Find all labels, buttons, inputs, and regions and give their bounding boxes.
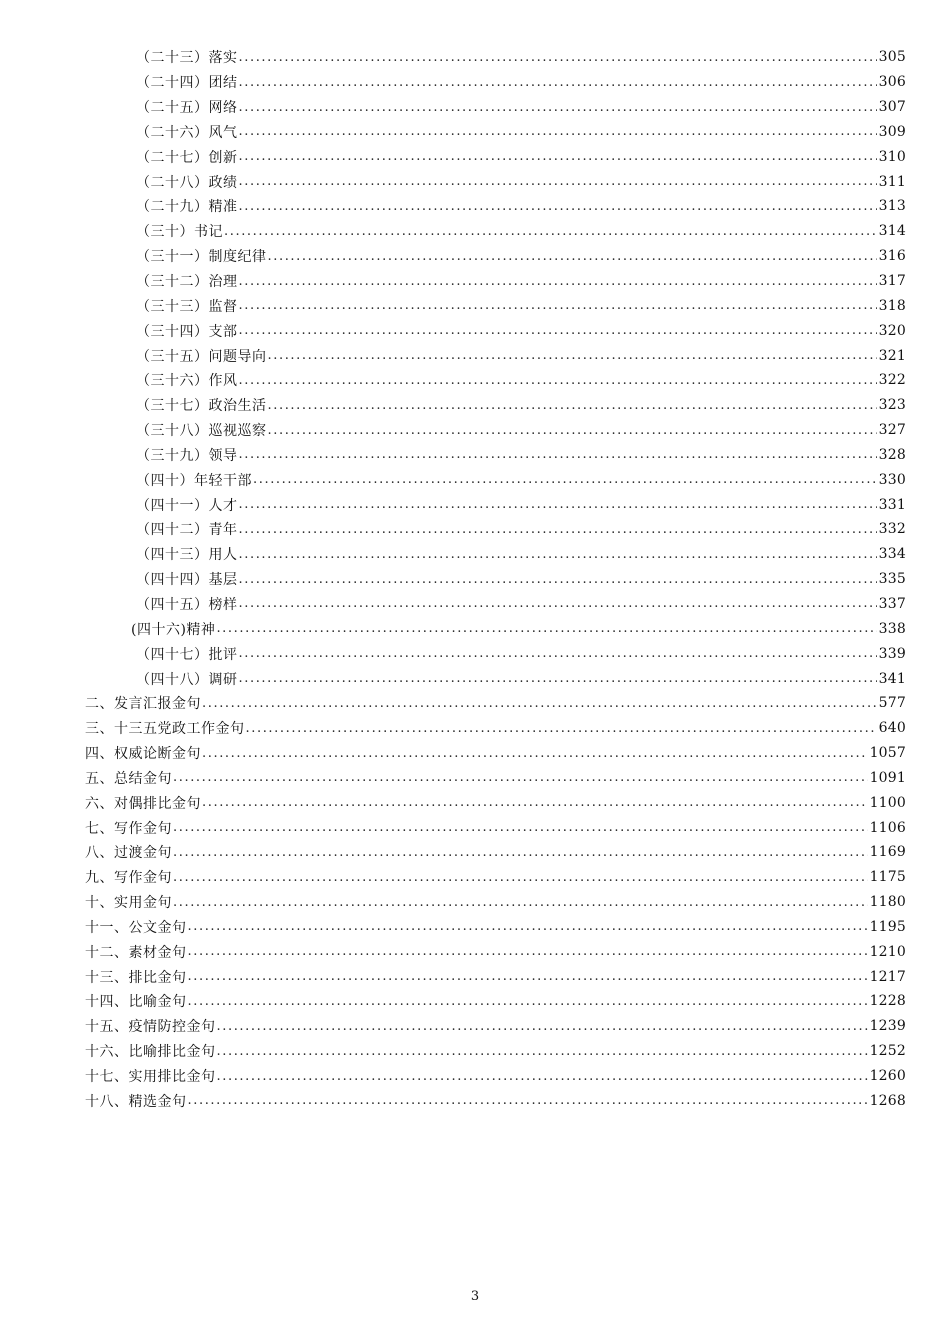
toc-entry-title: （三十八）巡视巡察	[136, 423, 267, 440]
toc-entry[interactable]	[136, 542, 906, 567]
toc-entry[interactable]	[136, 293, 906, 318]
toc-entry[interactable]	[136, 144, 906, 169]
toc-entry-title: （三十五）问题导向	[136, 348, 267, 365]
toc-entry-page: 1106	[869, 819, 906, 836]
toc-entry[interactable]	[136, 517, 906, 542]
toc-entry-title: （二十八）政绩	[136, 174, 238, 191]
toc-dot-leader	[239, 522, 877, 537]
toc-entry-page: 334	[878, 546, 906, 563]
table-of-contents	[0, 45, 950, 1113]
toc-dot-leader	[268, 398, 877, 413]
toc-dot-leader	[239, 124, 877, 139]
toc-entry-page: 318	[878, 297, 906, 314]
toc-dot-leader	[268, 348, 877, 363]
toc-entry-title: （三十一）制度纪律	[136, 249, 267, 266]
toc-entry[interactable]	[136, 492, 906, 517]
toc-entry-page: 1175	[869, 869, 906, 886]
toc-entry-title: 十、实用金句	[85, 895, 172, 912]
toc-entry-title: （二十七）创新	[136, 149, 238, 166]
toc-dot-leader	[246, 721, 877, 736]
toc-dot-leader	[202, 795, 868, 810]
toc-entry-title: （三十七）政治生活	[136, 398, 267, 415]
toc-entry[interactable]	[85, 815, 906, 840]
toc-entry-title: 八、过渡金句	[85, 845, 172, 862]
toc-entry-page: 322	[878, 372, 906, 389]
toc-entry[interactable]	[85, 939, 906, 964]
toc-entry-title: 十四、比喻金句	[85, 994, 187, 1011]
toc-entry-page: 1228	[869, 993, 906, 1010]
toc-entry-title: 七、写作金句	[85, 820, 172, 837]
toc-dot-leader	[216, 621, 876, 636]
toc-dot-leader	[239, 547, 877, 562]
toc-entry-title: （四十一）人才	[136, 497, 238, 514]
toc-entry[interactable]	[136, 641, 906, 666]
toc-entry[interactable]	[85, 890, 906, 915]
toc-dot-leader	[239, 323, 877, 338]
toc-entry-page: 1260	[869, 1068, 906, 1085]
toc-dot-leader	[217, 1044, 868, 1059]
toc-entry[interactable]	[85, 964, 906, 989]
toc-entry-page: 310	[878, 148, 906, 165]
toc-entry[interactable]	[85, 1014, 906, 1039]
toc-dot-leader	[188, 919, 868, 934]
toc-entry[interactable]	[85, 915, 906, 940]
toc-entry-page: 305	[878, 49, 906, 66]
toc-entry-title: （三十六）作风	[136, 373, 238, 390]
toc-entry-title: （四十三）用人	[136, 547, 238, 564]
toc-dot-leader	[239, 100, 877, 115]
toc-entry[interactable]	[136, 70, 906, 95]
toc-entry[interactable]	[85, 1064, 906, 1089]
toc-dot-leader	[239, 671, 877, 686]
toc-entry[interactable]	[136, 393, 906, 418]
toc-entry-title: 六、对偶排比金句	[85, 795, 201, 812]
toc-entry[interactable]	[85, 765, 906, 790]
toc-entry-page: 320	[878, 322, 906, 339]
toc-entry-title: （三十）书记	[136, 224, 223, 241]
toc-entry-title: (四十六)精神	[131, 621, 216, 638]
toc-entry-page: 332	[878, 521, 906, 538]
toc-entry[interactable]	[136, 592, 906, 617]
toc-entry[interactable]	[136, 343, 906, 368]
toc-entry-page: 335	[878, 571, 906, 588]
toc-entry-title: 五、总结金句	[85, 770, 172, 787]
toc-entry-page: 337	[878, 595, 906, 612]
toc-entry[interactable]	[136, 418, 906, 443]
page-number: 3	[470, 1289, 480, 1304]
toc-entry-title: 十八、精选金句	[85, 1093, 187, 1110]
toc-entry-page: 1268	[869, 1092, 906, 1109]
toc-entry-page: 307	[878, 99, 906, 116]
toc-entry[interactable]	[85, 865, 906, 890]
toc-entry-page: 640	[878, 720, 906, 737]
toc-entry-page: 338	[878, 620, 906, 637]
toc-entry-title: 十七、实用排比金句	[85, 1069, 216, 1086]
toc-entry-page: 1180	[869, 894, 906, 911]
toc-entry[interactable]	[85, 716, 906, 741]
toc-entry-page: 1091	[869, 769, 906, 786]
toc-dot-leader	[253, 472, 877, 487]
toc-entry[interactable]	[136, 269, 906, 294]
toc-entry-page: 1239	[869, 1018, 906, 1035]
toc-entry-title: （三十九）领导	[136, 447, 238, 464]
toc-entry[interactable]	[136, 95, 906, 120]
toc-dot-leader	[239, 199, 877, 214]
toc-entry[interactable]	[85, 1039, 906, 1064]
toc-entry-page: 316	[878, 248, 906, 265]
toc-entry-title: （二十四）团结	[136, 75, 238, 92]
toc-entry-page: 1195	[869, 918, 906, 935]
toc-entry[interactable]	[136, 194, 906, 219]
toc-entry-title: 四、权威论断金句	[85, 746, 201, 763]
toc-entry[interactable]	[85, 741, 906, 766]
toc-dot-leader	[202, 746, 868, 761]
toc-dot-leader	[202, 696, 877, 711]
toc-entry[interactable]	[136, 120, 906, 145]
toc-dot-leader	[173, 820, 868, 835]
toc-entry-title: （三十三）监督	[136, 298, 238, 315]
toc-entry-title: （二十五）网络	[136, 100, 238, 117]
toc-entry[interactable]	[136, 219, 906, 244]
toc-dot-leader	[217, 1069, 868, 1084]
toc-dot-leader	[239, 50, 877, 65]
toc-dot-leader	[173, 845, 868, 860]
toc-dot-leader	[239, 572, 877, 587]
toc-entry-page: 577	[878, 695, 906, 712]
toc-entry-page: 314	[878, 223, 906, 240]
toc-dot-leader	[217, 1019, 868, 1034]
toc-entry-page: 309	[878, 123, 906, 140]
toc-entry-page: 1169	[869, 844, 906, 861]
toc-entry-title: （二十三）落实	[136, 50, 238, 67]
toc-entry-title: （四十）年轻干部	[136, 472, 252, 489]
toc-entry-page: 317	[878, 273, 906, 290]
toc-entry-title: 十六、比喻排比金句	[85, 1044, 216, 1061]
toc-entry-page: 341	[878, 670, 906, 687]
toc-dot-leader	[239, 447, 877, 462]
toc-dot-leader	[188, 944, 868, 959]
toc-entry-title: 二、发言汇报金句	[85, 696, 201, 713]
toc-dot-leader	[239, 274, 877, 289]
toc-entry-page: 1210	[869, 943, 906, 960]
toc-entry-title: 十二、素材金句	[85, 944, 187, 961]
toc-entry-title: （四十四）基层	[136, 572, 238, 589]
toc-entry[interactable]	[136, 567, 906, 592]
toc-entry-page: 327	[878, 422, 906, 439]
toc-dot-leader	[173, 770, 868, 785]
toc-entry-page: 313	[878, 198, 906, 215]
toc-entry[interactable]	[85, 840, 906, 865]
toc-entry-page: 330	[878, 471, 906, 488]
toc-entry-title: （二十六）风气	[136, 124, 238, 141]
toc-dot-leader	[239, 174, 877, 189]
toc-entry-page: 306	[878, 74, 906, 91]
toc-entry-page: 311	[878, 173, 906, 190]
toc-dot-leader	[268, 423, 877, 438]
toc-entry[interactable]	[131, 616, 906, 641]
toc-entry[interactable]	[136, 45, 906, 70]
toc-entry[interactable]	[136, 443, 906, 468]
toc-entry-title: （四十七）批评	[136, 646, 238, 663]
toc-entry-page: 328	[878, 446, 906, 463]
toc-dot-leader	[239, 75, 877, 90]
toc-dot-leader	[239, 646, 877, 661]
toc-dot-leader	[239, 497, 877, 512]
toc-dot-leader	[173, 895, 868, 910]
toc-dot-leader	[188, 1093, 868, 1108]
toc-entry-title: （四十八）调研	[136, 671, 238, 688]
toc-entry-title: 十五、疫情防控金句	[85, 1019, 216, 1036]
toc-entry-page: 321	[878, 347, 906, 364]
toc-dot-leader	[173, 870, 868, 885]
toc-entry[interactable]	[85, 691, 906, 716]
toc-entry-title: （三十四）支部	[136, 323, 238, 340]
toc-entry[interactable]	[136, 467, 906, 492]
toc-entry[interactable]	[136, 318, 906, 343]
toc-dot-leader	[268, 249, 877, 264]
toc-entry-page: 1100	[869, 794, 906, 811]
toc-entry[interactable]	[85, 1088, 906, 1113]
toc-entry-page: 1217	[869, 968, 906, 985]
toc-entry-title: 十一、公文金句	[85, 919, 187, 936]
toc-entry-title: （四十二）青年	[136, 522, 238, 539]
toc-dot-leader	[188, 969, 868, 984]
toc-entry[interactable]	[85, 989, 906, 1014]
toc-entry[interactable]	[136, 666, 906, 691]
toc-entry-page: 1057	[869, 745, 906, 762]
toc-entry-title: （三十二）治理	[136, 274, 238, 291]
toc-entry-page: 323	[878, 397, 906, 414]
toc-entry-page: 331	[878, 496, 906, 513]
toc-entry-title: 十三、排比金句	[85, 969, 187, 986]
toc-entry-title: （四十五）榜样	[136, 596, 238, 613]
toc-dot-leader	[188, 994, 868, 1009]
toc-entry[interactable]	[136, 244, 906, 269]
toc-entry-title: 九、写作金句	[85, 870, 172, 887]
toc-entry-title: （二十九）精准	[136, 199, 238, 216]
toc-entry-page: 1252	[869, 1043, 906, 1060]
toc-entry[interactable]	[136, 368, 906, 393]
toc-entry[interactable]	[136, 169, 906, 194]
toc-dot-leader	[224, 224, 877, 239]
toc-dot-leader	[239, 149, 877, 164]
toc-entry-title: 三、十三五党政工作金句	[85, 721, 245, 738]
toc-entry-page: 339	[878, 645, 906, 662]
toc-dot-leader	[239, 596, 877, 611]
toc-dot-leader	[239, 298, 877, 313]
toc-dot-leader	[239, 373, 877, 388]
toc-entry[interactable]	[85, 790, 906, 815]
